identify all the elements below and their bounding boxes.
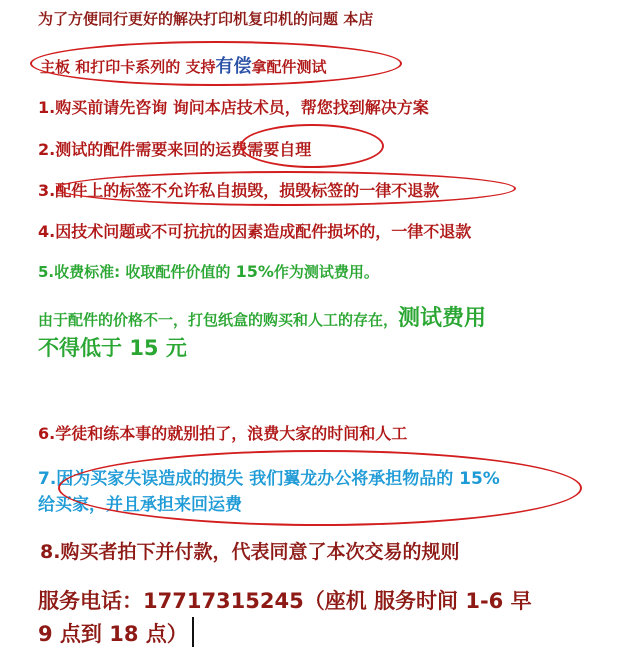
rule-5-suffix: 作为测试费用。 (273, 263, 379, 281)
fee-note-min-unit: 元 (158, 336, 187, 360)
service-hours-a: （座机 服务时间 (303, 589, 466, 613)
rule-7-line1 (38, 464, 500, 489)
service-hours-end: 点） (138, 622, 188, 646)
service-phone: 17717315245 (143, 589, 304, 613)
service-to-text: 点到 (52, 622, 110, 646)
rule-7-text: 7.因为买家失误造成的损失 我们翼龙办公将承担物品的 (38, 469, 460, 489)
rule-3: 3.配件上的标签不允许私自损毁，损毁标签的一律不退款 (38, 181, 440, 200)
fee-note-line2 (38, 332, 187, 362)
service-line2 (38, 617, 194, 648)
service-line1 (38, 585, 532, 615)
rule-2: 2.测试的配件需要来回的运费需要自理 (38, 140, 312, 159)
service-open-hour: 9 (38, 622, 53, 646)
support-line-part2: 拿配件测试 (251, 58, 327, 76)
fee-note-min-text: 不得低于 (38, 336, 130, 360)
rule-5 (38, 261, 379, 282)
rule-7-line2: 给买家，并且承担来回运费 (38, 495, 242, 515)
service-close-hour: 18 (109, 622, 139, 646)
fee-note-emphasis: 测试费用 (398, 306, 487, 331)
fee-note-min-amount: 15 (129, 336, 159, 360)
service-label: 服务电话： (38, 589, 143, 613)
support-line (40, 52, 326, 78)
rule-4: 4.因技术问题或不可抗抗的因素造成配件损坏的，一律不退款 (38, 222, 472, 241)
fee-note-text: 由于配件的价格不一，打包纸盒的购买和人工的存在， (38, 311, 399, 329)
rule-1: 1.购买前请先咨询 询问本店技术员，帮您找到解决方案 (38, 98, 429, 117)
paid-text: 有偿 (215, 56, 252, 77)
rule-8: 8.购买者拍下并付款，代表同意了本次交易的规则 (40, 541, 460, 563)
service-days: 1-6 (465, 589, 504, 613)
service-hours-b: 早 (503, 589, 532, 613)
rule-6: 6.学徒和练本事的就别拍了，浪费大家的时间和人工 (38, 424, 408, 443)
rule-5-percent: 15% (235, 262, 274, 281)
rule-5-prefix: 5.收费标准: 收取配件价值的 (38, 263, 236, 281)
rule-7-percent: 15% (459, 469, 500, 489)
notice-title: 为了方便同行更好的解决打印机复印机的问题 本店 (38, 10, 374, 28)
support-line-part1: 主板 和打印卡系列的 支持 (40, 58, 216, 76)
fee-note-line1 (38, 301, 486, 332)
text-cursor (192, 617, 194, 647)
